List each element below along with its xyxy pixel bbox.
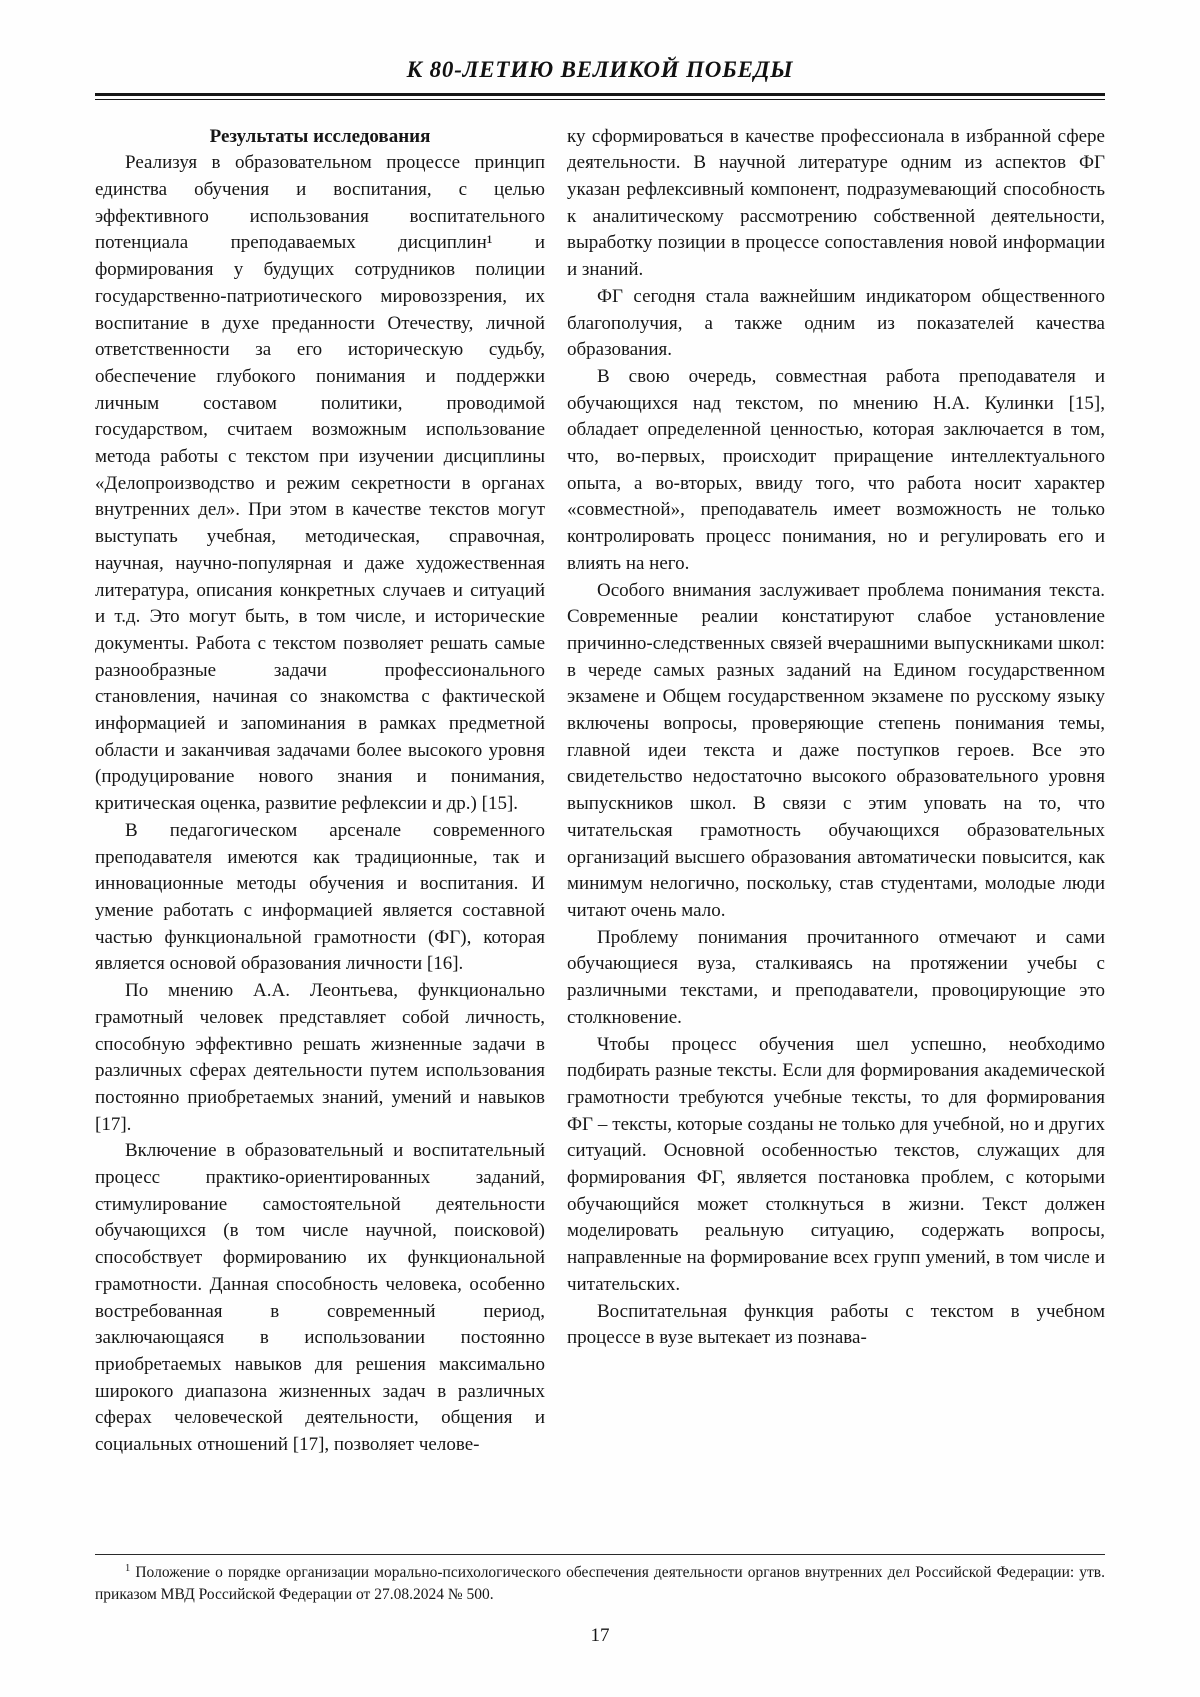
header-double-rule	[95, 93, 1105, 100]
footnote	[95, 1554, 1105, 1605]
running-head: К 80-ЛЕТИЮ ВЕЛИКОЙ ПОБЕДЫ	[406, 57, 794, 82]
paragraph: В свою очередь, совместная работа преподавателя и обучающихся над текстом, по мнению Н.А. Кулинки [15], обладает определенной ценностью, которая заключается в том, что, во-первых, происходит приращение интеллектуального опыта, а во-вторых, ввиду того, что работа носит характер «совместной», преподаватель имеет возможность не только контролировать процесс понимания, но и регулировать его и влиять на него.	[567, 365, 1105, 574]
paragraph: Реализуя в образовательном процессе принцип единства обучения и воспитания, с целью эффективного использования воспитательного потенциала преподаваемых дисциплин¹ и формирования у будущих сотрудников полиции государственно-патриотического мировоззрения, их воспитание в духе преданности Отечеству, личной ответственности за его историческую судьбу, обеспечение глубокого понимания и поддержки личным составом политики, проводимой государством, считаем возможным использование метода работы с текстом при изучении дисциплины «Делопроизводство и режим секретности в органах внутренних дел». При этом в качестве текстов могут выступать учебная, методическая, справочная, научная, научно-популярная и даже художественная литература, описания конкретных случаев и ситуаций и т.д. Это могут быть, в том числе, и исторические документы. Работа с текстом позволяет решать самые разнообразные задачи профессионального становления, начиная со знакомства с фактической информацией и запоминания в рамках предметной области и заканчивая задачами более высокого уровня (продуцирование нового знания и понимания, критическая оценка, развитие рефлексии и др.) [15].	[95, 152, 545, 815]
page-number: 17	[590, 1625, 610, 1646]
paragraph: Проблему понимания прочитанного отмечают и сами обучающиеся вуза, сталкиваясь на протяжении учебы с различными текстами, и преподаватели, провоцирующие это столкновение.	[567, 926, 1105, 1028]
footnote-text	[95, 1562, 1105, 1605]
paragraph: ФГ сегодня стала важнейшим индикатором общественного благополучия, а также одним из показателей качества образования.	[567, 285, 1105, 361]
section-heading: Результаты исследования	[209, 125, 431, 147]
article-body	[95, 124, 1105, 1528]
paragraph: Особого внимания заслуживает проблема понимания текста. Современные реалии констатируют слабое установление причинно-следственных связей вчерашними выпускниками школ: в череде самых разных заданий на Едином государственном экзамене и Общем государственном экзамене по русскому языку включены вопросы, проверяющие степень понимания темы, главной идеи текста и даже поступков героев. Все это свидетельство недостаточно высокого образовательного уровня выпускников школ. В связи с этим уповать на то, что читательская грамотность обучающихся образовательных организаций высшего образования автоматически повысится, как минимум нелогично, поскольку, став студентами, молодые люди читают очень мало.	[567, 579, 1105, 921]
footnote-marker: 1	[125, 1562, 131, 1574]
right-column	[567, 124, 1105, 1528]
paragraph: ку сформироваться в качестве профессионала в избранной сфере деятельности. В научной литературе одним из аспектов ФГ указан рефлексивный компонент, подразумевающий способность к аналитическому рассмотрению собственной деятельности, выработку позиции в процессе сопоставления новой информации и знаний.	[567, 125, 1105, 281]
paragraph: Включение в образовательный и воспитательный процесс практико-ориентированных заданий, стимулирование самостоятельной деятельности обучающихся (в том числе научной, поисковой) способствует формированию их функциональной грамотности. Данная способность человека, особенно востребованная в современный период, заключающаяся в использовании постоянно приобретаемых навыков для решения максимально широкого диапазона жизненных задач в различных сферах человеческой деятельности, общения и социальных отношений [17], позволяет челове-	[95, 1140, 545, 1456]
paragraph: По мнению А.А. Леонтьева, функционально грамотный человек представляет собой личность, способную эффективно решать жизненные задачи в различных сферах деятельности путем использования постоянно приобретаемых знаний, умений и навыков [17].	[95, 980, 545, 1135]
footnote-body: Положение о порядке организации морально-психологического обеспечения деятельности органов внутренних дел Российской Федерации: утв. приказом МВД Российской Федерации от 27.08.2024 № 500.	[95, 1564, 1105, 1603]
paragraph: Чтобы процесс обучения шел успешно, необходимо подбирать разные тексты. Если для формирования академической грамотности требуются учебные тексты, то для формирования ФГ – тексты, которые созданы не только для учебной, но и других ситуаций. Основной особенностью текстов, служащих для формирования ФГ, является постановка проблем, с которыми обучающийся может столкнуться в жизни. Текст должен моделировать реальную ситуацию, содержать вопросы, направленные на формирование всех групп умений, в том числе и читательских.	[567, 1033, 1105, 1295]
page-header	[95, 56, 1105, 100]
paragraph: Воспитательная функция работы с текстом в учебном процессе в вузе вытекает из познава-	[567, 1300, 1105, 1349]
left-column	[95, 124, 545, 1528]
paragraph: В педагогическом арсенале современного преподавателя имеются как традиционные, так и инновационные методы обучения и воспитания. И умение работать с информацией является составной частью функциональной грамотности (ФГ), которая является основой образования личности [16].	[95, 819, 545, 975]
